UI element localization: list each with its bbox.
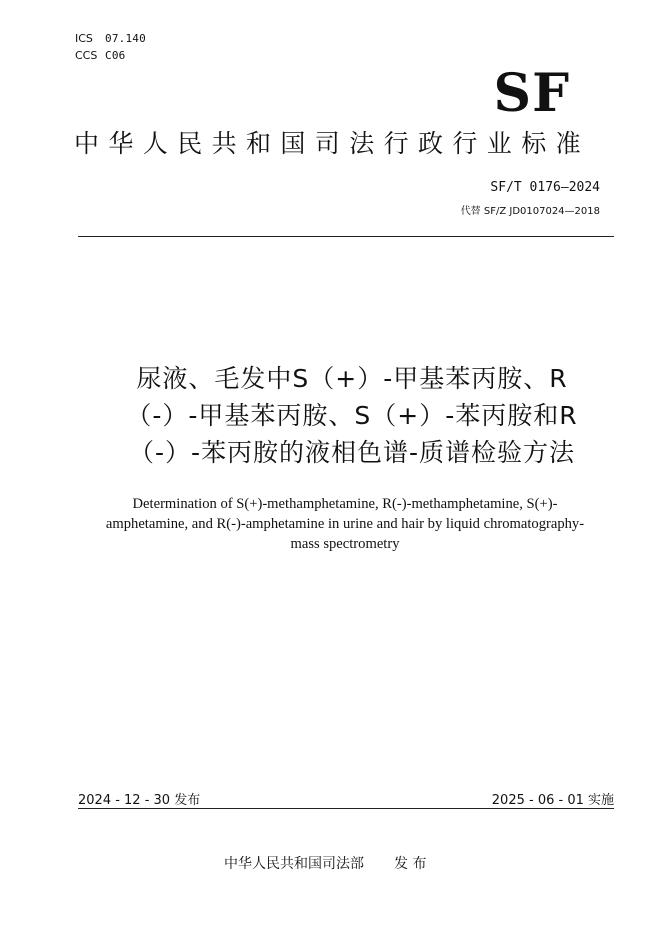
standard-number: SF/T 0176—2024 — [490, 180, 600, 195]
top-divider — [78, 236, 614, 237]
chinese-title-line: 尿液、毛发中S（+）-甲基苯丙胺、R — [136, 364, 568, 393]
issuer-line — [224, 853, 426, 873]
chinese-title-line: （-）-甲基苯丙胺、S（+）-苯丙胺和R — [126, 401, 578, 430]
implementation-date: 2025 - 06 - 01 实施 — [491, 793, 614, 808]
replaces-standard: 代替 SF/Z JD0107024—2018 — [460, 206, 600, 217]
issuer-name: 中华人民共和国司法部 — [224, 856, 364, 872]
sf-logo: SF — [493, 63, 570, 124]
ics-label: ICS — [75, 32, 93, 45]
ics-code: 07.140 — [105, 32, 146, 45]
ccs-line — [75, 49, 125, 62]
english-title-line: Determination of S(+)-methamphetamine, R(-)-methamphetamine, S(+)- — [132, 496, 558, 512]
bottom-divider — [78, 808, 614, 809]
ics-line — [75, 32, 146, 45]
chinese-title — [92, 360, 612, 471]
english-title — [80, 494, 610, 554]
issue-action: 发 布 — [394, 856, 427, 872]
authority-title: 中华人民共和国司法行政行业标准 — [74, 129, 591, 158]
ccs-code: C06 — [105, 49, 126, 62]
issue-date: 2024 - 12 - 30 发布 — [78, 793, 201, 808]
english-title-line: mass spectrometry — [290, 536, 400, 552]
ccs-label: CCS — [75, 49, 98, 62]
english-title-line: amphetamine, and R(-)-amphetamine in urine and hair by liquid chromatography- — [105, 516, 585, 532]
chinese-title-line: （-）-苯丙胺的液相色谱-质谱检验方法 — [128, 438, 576, 467]
